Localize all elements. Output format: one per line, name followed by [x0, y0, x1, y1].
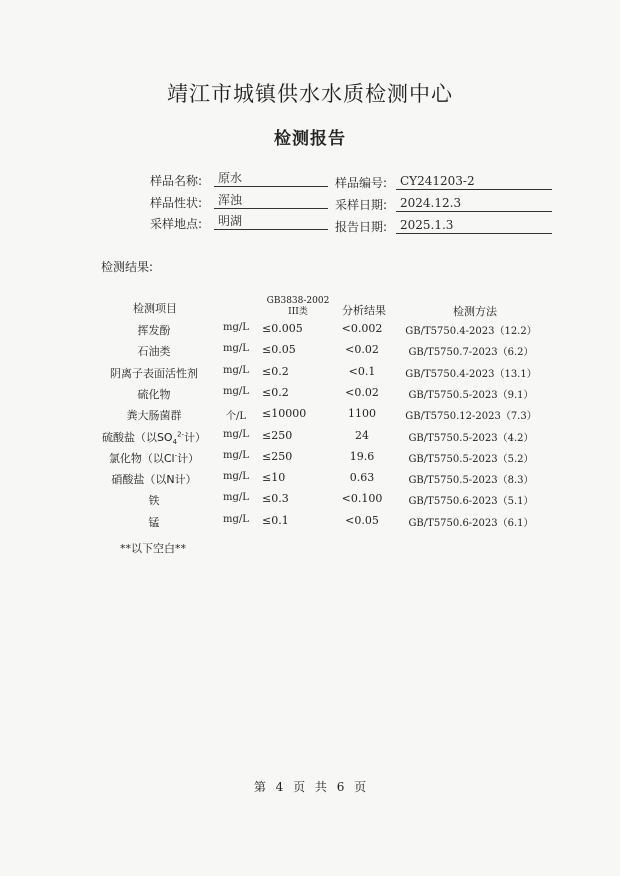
col-header-result: 分析结果 — [342, 304, 386, 317]
row-standard: ≤10 — [262, 471, 286, 485]
row-unit: mg/L — [223, 385, 249, 397]
row-item — [95, 322, 213, 338]
sampling-date-value: 2024.12.3 — [396, 195, 552, 212]
row-method: GB/T5750.5-2023（4.2） — [408, 432, 534, 444]
row-item — [95, 450, 213, 466]
row-unit: mg/L — [223, 449, 249, 461]
row-item — [95, 343, 213, 359]
row-item-subscript: 4 — [172, 437, 178, 446]
col-header-method: 检测方法 — [453, 305, 497, 318]
row-standard: ≤0.1 — [262, 513, 289, 527]
row-item-text: 挥发酚 — [137, 324, 171, 337]
row-method: GB/T5750.4-2023（13.1） — [405, 368, 537, 380]
table-row — [0, 365, 620, 385]
row-unit: 个/L — [225, 411, 246, 423]
row-item-tail: 计） — [177, 451, 200, 465]
row-item — [95, 429, 213, 446]
row-item — [95, 407, 213, 423]
row-item-text: 石油类 — [137, 345, 171, 359]
table-row — [0, 429, 620, 449]
col-header-standard-line1: GB3838-2002 — [266, 296, 330, 306]
row-standard: ≤250 — [262, 449, 293, 463]
row-item-text: 硫酸盐（以SO — [101, 430, 173, 444]
results-section-label: 检测结果: — [101, 260, 154, 274]
row-item — [95, 471, 213, 487]
row-standard: ≤0.005 — [262, 322, 303, 335]
row-item-text: 阴离子表面活性剂 — [110, 366, 198, 380]
sample-state-label: 样品性状: — [150, 196, 203, 210]
org-title: 靖江市城镇供水水质检测中心 — [167, 82, 453, 106]
page-number: 第 4 页 共 6 页 — [253, 780, 367, 794]
col-header-standard — [262, 296, 334, 318]
row-unit: mg/L — [223, 492, 249, 504]
row-result: <0.100 — [341, 492, 383, 506]
blank-note: **以下空白** — [120, 542, 186, 555]
row-standard: ≤0.2 — [262, 364, 289, 378]
sampling-site-value: 明湖 — [214, 213, 328, 230]
sample-state-value: 浑浊 — [214, 192, 328, 209]
sampling-date-label: 采样日期: — [335, 198, 388, 212]
row-item-text: 硫化物 — [137, 387, 171, 401]
row-item — [95, 514, 213, 530]
row-standard: ≤250 — [262, 428, 293, 442]
row-item-text: 粪大肠菌群 — [126, 409, 182, 423]
table-row — [0, 450, 620, 470]
row-unit: mg/L — [223, 322, 249, 333]
row-result: <0.02 — [345, 385, 379, 399]
row-item-superscript: 2- — [177, 429, 185, 438]
row-method: GB/T5750.6-2023（5.1） — [408, 496, 534, 508]
table-row — [0, 492, 620, 512]
sample-no-label: 样品编号: — [335, 176, 388, 190]
row-method: GB/T5750.5-2023（8.3） — [408, 475, 534, 487]
row-standard: ≤0.3 — [262, 492, 289, 506]
row-method: GB/T5750.4-2023（12.2） — [405, 326, 537, 337]
report-date-value: 2025.1.3 — [396, 217, 552, 234]
row-method: GB/T5750.6-2023（6.1） — [408, 517, 534, 529]
row-method: GB/T5750.12-2023（7.3） — [405, 411, 537, 423]
row-unit: mg/L — [223, 428, 249, 440]
sample-no-value: CY241203-2 — [396, 173, 552, 190]
row-item-text: 硝酸盐（以N计） — [111, 473, 197, 487]
col-header-standard-line2: III类 — [288, 307, 308, 317]
row-unit: mg/L — [223, 513, 249, 525]
row-item-text: 锰 — [148, 515, 160, 529]
sampling-site-label: 采样地点: — [150, 217, 203, 231]
row-item-superscript: - — [174, 451, 178, 460]
row-result: <0.1 — [348, 364, 376, 378]
row-standard: ≤10000 — [262, 407, 307, 421]
table-row — [0, 343, 620, 363]
row-unit: mg/L — [223, 364, 249, 376]
table-row — [0, 514, 620, 534]
row-standard: ≤0.2 — [262, 385, 289, 399]
row-result: 0.63 — [349, 471, 375, 485]
table-row — [0, 386, 620, 406]
row-item — [95, 492, 213, 508]
report-title: 检测报告 — [274, 129, 346, 149]
row-method: GB/T5750.5-2023（5.2） — [408, 453, 534, 465]
row-item-tail: 计） — [184, 430, 207, 444]
sample-name-label: 样品名称: — [150, 174, 203, 188]
row-result: <0.05 — [345, 513, 379, 527]
row-result: 24 — [355, 428, 369, 442]
table-row — [0, 407, 620, 427]
report-date-label: 报告日期: — [335, 220, 388, 234]
table-row — [0, 322, 620, 342]
row-result: 19.6 — [349, 449, 375, 463]
row-result: <0.02 — [345, 343, 379, 357]
row-unit: mg/L — [223, 343, 249, 355]
row-method: GB/T5750.5-2023（9.1） — [408, 389, 534, 401]
table-row — [0, 471, 620, 491]
col-header-item: 检测项目 — [133, 302, 177, 315]
row-item-text: 氯化物（以Cl — [108, 451, 175, 465]
row-item-text: 铁 — [148, 494, 160, 508]
row-item — [95, 386, 213, 402]
row-method: GB/T5750.7-2023（6.2） — [408, 347, 534, 359]
row-unit: mg/L — [223, 471, 249, 483]
row-result: <0.002 — [341, 322, 383, 335]
row-standard: ≤0.05 — [262, 343, 296, 357]
row-item — [95, 365, 213, 381]
sample-name-value: 原水 — [214, 170, 328, 187]
row-result: 1100 — [348, 407, 376, 421]
